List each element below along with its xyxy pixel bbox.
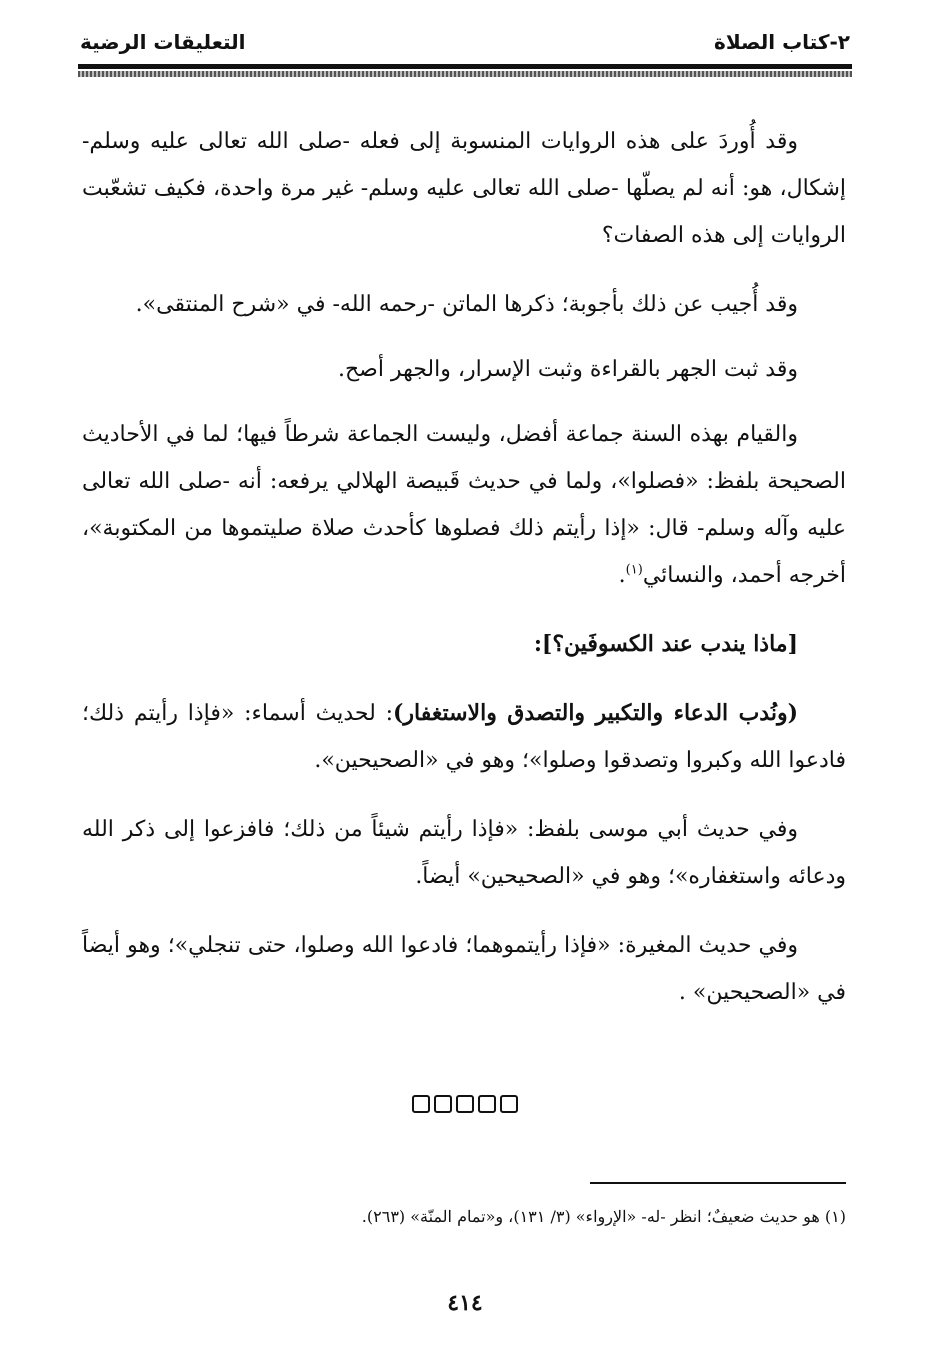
chapter-title: ٢-كتاب الصلاة (714, 30, 850, 54)
paragraph-7: وفي حديث المغيرة: «فإذا رأيتموهما؛ فادعوا الله وصلوا، حتى تنجلي»؛ وهو أيضاً في «الصحيحين» . (82, 933, 846, 1005)
paragraph-5 (82, 690, 846, 784)
separator-square-icon (478, 1095, 496, 1113)
header-rule-decorative (78, 71, 852, 77)
paragraph-4-text: والقيام بهذه السنة جماعة أفضل، وليست الجماعة شرطاً فيها؛ لما في الأحاديث الصحيحة بلفظ: «فصلوا»، ولما في حديث قَبيصة الهلالي يرفعه: أنه -صلى الله تعالى عليه وآله وسلم- قال: «إذا رأيتم ذلك فصلوها كأحدث صلاة صليتموها من المكتوبة»، أخرجه أحمد، والنسائي (82, 422, 846, 588)
page-number: ٤١٤ (447, 1290, 483, 1316)
paragraph-6: وفي حديث أبي موسى بلفظ: «فإذا رأيتم شيئاً من ذلك؛ فافزعوا إلى ذكر الله ودعائه واستغفاره»؛ وهو في «الصحيحين» أيضاً. (82, 817, 846, 889)
footnote: (١) هو حديث ضعيفٌ؛ انظر -له- «الإرواء» (٣/ ١٣١)، و«تمام المنّة» (٢٦٣). (361, 1207, 846, 1226)
paragraph-5-rest: : لحديث أسماء: «فإذا رأيتم ذلك؛ فادعوا الله وكبروا وتصدقوا وصلوا»؛ وهو في «الصحيحين». (82, 701, 846, 773)
page-header (80, 26, 850, 62)
separator-square-icon (500, 1095, 518, 1113)
footnote-marker: (١) (625, 562, 643, 578)
paragraph-5-bold: (ونُدب الدعاء والتكبير والتصدق والاستغفار) (393, 700, 799, 726)
section-heading: [ماذا يندب عند الكسوفَين؟]: (533, 631, 798, 657)
paragraph-2: وقد أُجيب عن ذلك بأجوبة؛ ذكرها الماتن -رحمه الله- في «شرح المنتقى». (135, 292, 798, 317)
separator-square-icon (456, 1095, 474, 1113)
separator-square-icon (412, 1095, 430, 1113)
paragraph-1: وقد أُوردَ على هذه الروايات المنسوبة إلى فعله -صلى الله تعالى عليه وسلم- إشكال، هو: أنه لم يصلّها -صلى الله تعالى عليه وسلم- غير مرة واحدة، فكيف تشعّبت الروايات إلى هذه الصفات؟ (82, 129, 846, 248)
separator-square-icon (434, 1095, 452, 1113)
paragraph-4-end: . (618, 563, 626, 588)
footnote-rule (590, 1182, 846, 1184)
section-separator (0, 1095, 930, 1117)
header-rule (78, 64, 852, 69)
paragraph-4 (82, 411, 846, 599)
paragraph-3: وقد ثبت الجهر بالقراءة وثبت الإسرار، والجهر أصح. (337, 357, 798, 382)
main-text (82, 118, 846, 1038)
book-title: التعليقات الرضية (80, 30, 246, 54)
